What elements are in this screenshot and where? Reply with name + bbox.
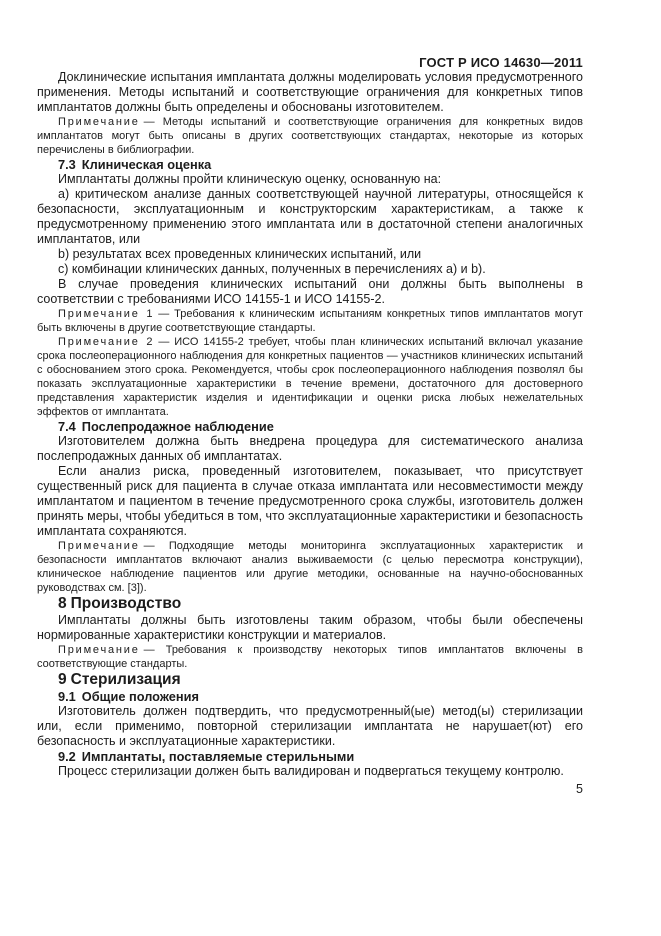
- note-label: Примечание: [58, 540, 140, 552]
- paragraph-sterilization-general: Изготовитель должен подтвердить, что предусмотренный(ые) метод(ы) стерилизации или, если применимо, повторной стерилизации имплантата не нарушает(ют) его безопасность и эксплуатационные характеристики.: [37, 704, 583, 748]
- note-preclinical: [37, 115, 583, 157]
- paragraph-preclinical-tests: Доклинические испытания имплантата должны моделировать условия предусмотренного применения. Методы испытаний и соответствующие ограничения для конкретных типов имплантатов должны быть определены и обоснованы изготовителем.: [37, 70, 583, 114]
- list-item-a: a) критическом анализе данных соответствующей научной литературы, относящейся к безопасности, эксплуатационным и конструкторским характеристикам, а также к предусмотренному применению этого имплантата или в достаточной степени аналогичных имплантатов, или: [37, 187, 583, 246]
- chapter-title: Производство: [70, 595, 182, 612]
- section-number: 7.3: [58, 157, 76, 172]
- note-label: Примечание: [58, 116, 140, 128]
- paragraph-postmarket-procedure: Изготовителем должна быть внедрена процедура для систематического анализа послепродажных данных об имплантатах.: [37, 434, 583, 463]
- paragraph-risk-analysis: Если анализ риска, проведенный изготовителем, показывает, что присутствует существенный риск для пациента в случае отказа имплантата или несовместимости между имплантатом и пациентом в течение предусмотренного срока службы, изготовитель должен принять меры, чтобы убедиться в том, что эксплуатационные характеристики и безопасность имплантата сохраняются.: [37, 464, 583, 538]
- section-title: Имплантаты, поставляемые стерильными: [81, 749, 355, 764]
- paragraph-sterile-implants: Процесс стерилизации должен быть валидирован и подвергаться текущему контролю.: [58, 764, 564, 778]
- note-text: — Требования к производству некоторых типов имплантатов включены в соответствующие стандарты.: [37, 644, 583, 670]
- section-number: 9.1: [58, 689, 76, 704]
- chapter-number: 8: [58, 595, 67, 612]
- note-label: Примечание: [58, 644, 140, 656]
- note-text: — ИСО 14155-2 требует, чтобы план клинических испытаний включал указание срока послеоперационного наблюдения для конкретных пациентов — участников клинических испытаний с обоснованием этого срока. Рекомендуется, чтобы срок послеоперационного наблюдения позволял бы показать эксплуатационные характеристики в течение времени, достаточного для достоверного представления характеристик изделия и идентификации и оценки риска любых нежелательных эффектов от имплантата.: [37, 336, 583, 418]
- list-item-b: b) результатах всех проведенных клинических испытаний, или: [58, 247, 422, 261]
- page-number: 5: [576, 782, 583, 796]
- note-label: Примечание 1: [58, 308, 155, 320]
- note-7-3-1: [37, 307, 583, 335]
- paragraph-clinical-trials: В случае проведения клинических испытаний они должны быть выполнены в соответствии с требованиями ИСО 14155-1 и ИСО 14155-2.: [37, 277, 583, 306]
- chapter-heading-9: [37, 671, 583, 689]
- section-number: 9.2: [58, 749, 76, 764]
- note-text: — Требования к клиническим испытаниям конкретных типов имплантатов могут быть включены в другие соответствующие стандарты.: [37, 308, 583, 334]
- standard-code-header: ГОСТ Р ИСО 14630—2011: [419, 55, 583, 70]
- section-number: 7.4: [58, 419, 76, 434]
- note-7-4: [37, 539, 583, 595]
- note-7-3-2: [37, 335, 583, 419]
- section-heading-9-2: [37, 749, 583, 764]
- chapter-heading-8: [37, 595, 583, 613]
- note-8: [37, 643, 583, 671]
- chapter-number: 9: [58, 671, 67, 688]
- section-title: Послепродажное наблюдение: [81, 419, 274, 434]
- paragraph-clinical-intro: Имплантаты должны пройти клиническую оценку, основанную на:: [58, 172, 442, 186]
- section-title: Общие положения: [81, 689, 199, 704]
- note-label: Примечание 2: [58, 336, 155, 348]
- paragraph-manufacturing: Имплантаты должны быть изготовлены таким образом, чтобы были обеспечены нормированные характеристики конструкции и материалов.: [37, 613, 583, 642]
- section-title: Клиническая оценка: [81, 157, 212, 172]
- section-heading-9-1: [37, 689, 583, 704]
- chapter-title: Стерилизация: [70, 671, 181, 688]
- list-item-c: c) комбинации клинических данных, полученных в перечислениях a) и b).: [58, 262, 486, 276]
- section-heading-7-3: [37, 157, 583, 172]
- note-text: — Методы испытаний и соответствующие ограничения для конкретных видов имплантатов могут быть описаны в других соответствующих стандартах, некоторые из которых перечислены в библиографии.: [37, 116, 583, 156]
- note-text: — Подходящие методы мониторинга эксплуатационных характеристик и безопасности имплантатов включают анализ выживаемости (с целью пересмотра конструкции), клиническое наблюдение пациентов или другие методики, основанные на научно-обоснованных руководствах см. [3]).: [37, 540, 583, 594]
- section-heading-7-4: [37, 419, 583, 434]
